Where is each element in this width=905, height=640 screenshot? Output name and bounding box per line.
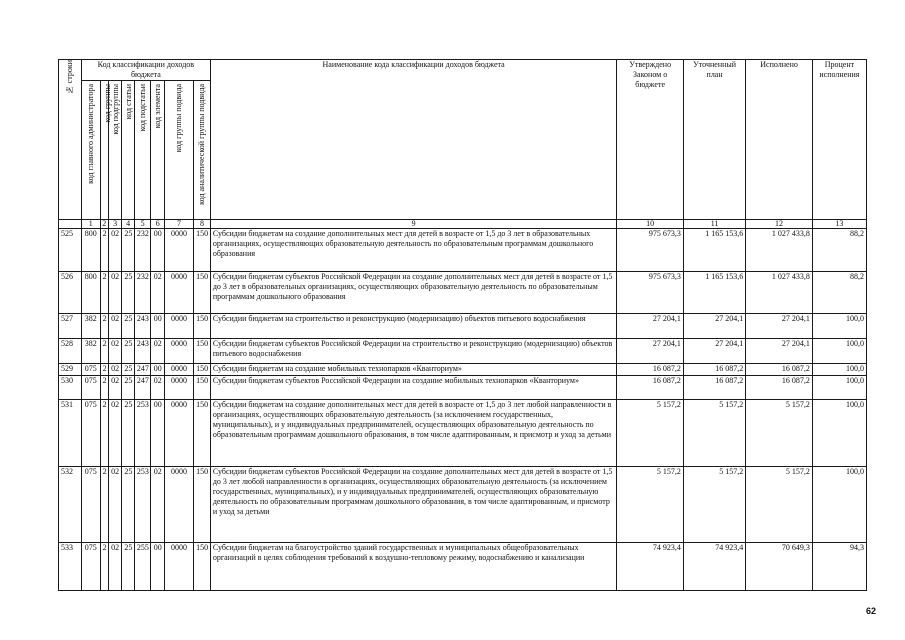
- approved-amount-cell: 16 087,2: [617, 376, 684, 400]
- revenue-name-cell: Субсидии бюджетам субъектов Российской Федерации на создание мобильных технопарков «Кванториум»: [210, 376, 617, 400]
- percent-cell: 88,2: [812, 229, 866, 272]
- code-subtype-cell: 0000: [165, 543, 194, 591]
- revenue-name-cell: Субсидии бюджетам на строительство и реконструкцию (модернизацию) объектов питьевого водоснабжения: [210, 314, 617, 339]
- code-group-cell: 2: [100, 272, 108, 314]
- code-subarticle-cell: 232: [134, 272, 151, 314]
- refined-header: Уточненный план: [683, 60, 745, 220]
- refined-amount-cell: 1 165 153,6: [683, 272, 745, 314]
- code-admin-cell: 382: [81, 339, 100, 364]
- code-element-cell: 00: [151, 229, 165, 272]
- revenue-name-cell: Субсидии бюджетам на создание дополнительных мест для детей в возрасте от 1,5 до 3 лет любой направленности в организациях, осуществляющих образовательную деятельность (за исключением государственных, муниципальных), и у индивидуальных предпринимателей, осуществляющих образовательную деятельность по образовательным программам дошкольного образования, в том числе адаптированным, и присмотр и уход за детьми: [210, 400, 617, 467]
- code-analytic-cell: 150: [194, 229, 211, 272]
- row-number-cell: 529: [59, 364, 82, 376]
- revenue-name-cell: Субсидии бюджетам субъектов Российской Федерации на создание дополнительных мест для детей в возрасте от 1,5 до 3 лет любой направленности в организациях, осуществляющих образовательную деятельность (за исключением государственных, муниципальных), и у индивидуальных предпринимателей, осуществляющих образовательную деятельность по образовательным программам дошкольного образования, в том числе адаптированным, и присмотр и уход за детьми: [210, 467, 617, 543]
- column-number: 7: [165, 220, 194, 229]
- percent-header: Процент исполнения: [812, 60, 866, 220]
- code-article-cell: 25: [122, 543, 134, 591]
- code-subarticle-cell: 255: [134, 543, 151, 591]
- executed-amount-cell: 27 204,1: [746, 339, 813, 364]
- code-analytic-cell: 150: [194, 272, 211, 314]
- code-group-header: Код классификации доходов бюджета: [81, 60, 210, 81]
- table-row: [59, 364, 867, 376]
- code-subtype-cell: 0000: [165, 467, 194, 543]
- code-element-cell: 02: [151, 272, 165, 314]
- executed-amount-cell: 27 204,1: [746, 314, 813, 339]
- code-group-col-header: код группы: [100, 81, 108, 220]
- code-subarticle-cell: 243: [134, 339, 151, 364]
- code-analytic-cell: 150: [194, 364, 211, 376]
- row-number-header: [59, 60, 82, 220]
- code-subgroup-cell: 02: [108, 400, 122, 467]
- code-admin-cell: 800: [81, 229, 100, 272]
- table-row: [59, 400, 867, 467]
- code-subgroup-cell: 02: [108, 543, 122, 591]
- code-subarticle-header: код подстатьи: [134, 81, 151, 220]
- code-admin-cell: 075: [81, 543, 100, 591]
- code-subtype-cell: 0000: [165, 272, 194, 314]
- code-subgroup-cell: 02: [108, 376, 122, 400]
- executed-amount-cell: 5 157,2: [746, 467, 813, 543]
- name-header: Наименование кода классификации доходов бюджета: [210, 60, 617, 220]
- row-number-cell: 526: [59, 272, 82, 314]
- column-number: 1: [81, 220, 100, 229]
- code-group-cell: 2: [100, 376, 108, 400]
- code-admin-cell: 075: [81, 400, 100, 467]
- row-number-header-label: № строки: [64, 60, 74, 95]
- code-subarticle-cell: 232: [134, 229, 151, 272]
- executed-header: Исполнено: [746, 60, 813, 220]
- row-number-cell: 527: [59, 314, 82, 339]
- column-numbers-row: [59, 220, 867, 229]
- table-row: [59, 314, 867, 339]
- row-number-cell: 530: [59, 376, 82, 400]
- code-subgroup-cell: 02: [108, 339, 122, 364]
- code-admin-cell: 075: [81, 467, 100, 543]
- percent-cell: 100,0: [812, 376, 866, 400]
- column-number: 2: [100, 220, 108, 229]
- approved-amount-cell: 5 157,2: [617, 467, 684, 543]
- row-number-cell: 533: [59, 543, 82, 591]
- refined-amount-cell: 27 204,1: [683, 314, 745, 339]
- code-analytic-header: код аналитической группы подвида: [194, 81, 211, 220]
- code-article-cell: 25: [122, 272, 134, 314]
- column-number: 6: [151, 220, 165, 229]
- code-subarticle-cell: 253: [134, 400, 151, 467]
- executed-amount-cell: 16 087,2: [746, 376, 813, 400]
- code-subarticle-cell: 253: [134, 467, 151, 543]
- code-analytic-cell: 150: [194, 400, 211, 467]
- table-row: [59, 229, 867, 272]
- code-subgroup-cell: 02: [108, 272, 122, 314]
- code-element-header: код элемента: [151, 81, 165, 220]
- revenue-name-cell: Субсидии бюджетам на благоустройство зданий государственных и муниципальных общеобразовательных организаций в целях соблюдения требований к воздушно-тепловому режиму, водоснабжению и канализации: [210, 543, 617, 591]
- code-analytic-cell: 150: [194, 467, 211, 543]
- code-element-cell: 02: [151, 339, 165, 364]
- code-group-cell: 2: [100, 400, 108, 467]
- row-number-cell: 528: [59, 339, 82, 364]
- code-subarticle-cell: 247: [134, 364, 151, 376]
- code-group-cell: 2: [100, 364, 108, 376]
- page-number: 62: [866, 606, 877, 616]
- percent-cell: 100,0: [812, 314, 866, 339]
- refined-amount-cell: 74 923,4: [683, 543, 745, 591]
- executed-amount-cell: 70 649,3: [746, 543, 813, 591]
- code-element-cell: 00: [151, 364, 165, 376]
- code-element-cell: 00: [151, 543, 165, 591]
- column-number: 8: [194, 220, 211, 229]
- code-subarticle-cell: 243: [134, 314, 151, 339]
- percent-cell: 94,3: [812, 543, 866, 591]
- revenue-name-cell: Субсидии бюджетам субъектов Российской Федерации на создание дополнительных мест для детей в возрасте от 1,5 до 3 лет в образовательных организациях, осуществляющих образовательную деятельность по образовательным программам дошкольного образования: [210, 272, 617, 314]
- column-number: 13: [812, 220, 866, 229]
- code-admin-cell: 075: [81, 364, 100, 376]
- code-subtype-cell: 0000: [165, 339, 194, 364]
- code-analytic-cell: 150: [194, 543, 211, 591]
- row-number-cell: 531: [59, 400, 82, 467]
- column-number: 9: [210, 220, 617, 229]
- approved-amount-cell: 16 087,2: [617, 364, 684, 376]
- table-body: [59, 229, 867, 591]
- code-subtype-header: код группы подвида: [165, 81, 194, 220]
- code-group-cell: 2: [100, 339, 108, 364]
- code-article-cell: 25: [122, 467, 134, 543]
- code-subtype-cell: 0000: [165, 376, 194, 400]
- code-analytic-cell: 150: [194, 314, 211, 339]
- executed-amount-cell: 16 087,2: [746, 364, 813, 376]
- code-subgroup-cell: 02: [108, 229, 122, 272]
- approved-amount-cell: 74 923,4: [617, 543, 684, 591]
- percent-cell: 100,0: [812, 400, 866, 467]
- code-subtype-cell: 0000: [165, 314, 194, 339]
- code-subgroup-cell: 02: [108, 467, 122, 543]
- code-subarticle-cell: 247: [134, 376, 151, 400]
- code-subgroup-cell: 02: [108, 364, 122, 376]
- code-article-header: код статьи: [122, 81, 134, 220]
- code-admin-cell: 382: [81, 314, 100, 339]
- row-number-cell: 525: [59, 229, 82, 272]
- code-article-cell: 25: [122, 400, 134, 467]
- budget-revenue-table: [58, 59, 867, 591]
- code-group-cell: 2: [100, 467, 108, 543]
- code-analytic-cell: 150: [194, 376, 211, 400]
- table-row: [59, 339, 867, 364]
- refined-amount-cell: 5 157,2: [683, 467, 745, 543]
- table-row: [59, 376, 867, 400]
- code-article-cell: 25: [122, 376, 134, 400]
- code-article-cell: 25: [122, 229, 134, 272]
- revenue-name-cell: Субсидии бюджетам на создание мобильных технопарков «Кванториум»: [210, 364, 617, 376]
- executed-amount-cell: 1 027 433,8: [746, 229, 813, 272]
- percent-cell: 88,2: [812, 272, 866, 314]
- approved-amount-cell: 27 204,1: [617, 339, 684, 364]
- code-subgroup-header: код подгруппы: [108, 81, 122, 220]
- approved-header: Утверждено Законом о бюджете: [617, 60, 684, 220]
- approved-amount-cell: 27 204,1: [617, 314, 684, 339]
- code-subtype-cell: 0000: [165, 364, 194, 376]
- code-admin-cell: 075: [81, 376, 100, 400]
- refined-amount-cell: 1 165 153,6: [683, 229, 745, 272]
- code-admin-cell: 800: [81, 272, 100, 314]
- code-analytic-cell: 150: [194, 339, 211, 364]
- code-element-cell: 02: [151, 376, 165, 400]
- executed-amount-cell: 5 157,2: [746, 400, 813, 467]
- refined-amount-cell: 27 204,1: [683, 339, 745, 364]
- approved-amount-cell: 975 673,3: [617, 229, 684, 272]
- revenue-name-cell: Субсидии бюджетам на создание дополнительных мест для детей в возрасте от 1,5 до 3 лет в образовательных организациях, осуществляющих образовательную деятельность по образовательным программам дошкольного образования: [210, 229, 617, 272]
- code-group-cell: 2: [100, 314, 108, 339]
- code-subtype-cell: 0000: [165, 400, 194, 467]
- code-element-cell: 00: [151, 314, 165, 339]
- code-subtype-cell: 0000: [165, 229, 194, 272]
- refined-amount-cell: 16 087,2: [683, 364, 745, 376]
- column-number: 3: [108, 220, 122, 229]
- table-row: [59, 543, 867, 591]
- column-number: 5: [134, 220, 151, 229]
- code-group-cell: 2: [100, 229, 108, 272]
- table-row: [59, 467, 867, 543]
- executed-amount-cell: 1 027 433,8: [746, 272, 813, 314]
- refined-amount-cell: 16 087,2: [683, 376, 745, 400]
- code-admin-header: код главного администратора: [81, 81, 100, 220]
- code-article-cell: 25: [122, 364, 134, 376]
- column-number: 11: [683, 220, 745, 229]
- column-number: 12: [746, 220, 813, 229]
- table-row: [59, 272, 867, 314]
- column-number: 10: [617, 220, 684, 229]
- budget-table-sheet: [58, 59, 867, 591]
- percent-cell: 100,0: [812, 364, 866, 376]
- percent-cell: 100,0: [812, 467, 866, 543]
- percent-cell: 100,0: [812, 339, 866, 364]
- code-subgroup-cell: 02: [108, 314, 122, 339]
- refined-amount-cell: 5 157,2: [683, 400, 745, 467]
- code-article-cell: 25: [122, 314, 134, 339]
- code-article-cell: 25: [122, 339, 134, 364]
- revenue-name-cell: Субсидии бюджетам субъектов Российской Федерации на строительство и реконструкцию (модернизацию) объектов питьевого водоснабжения: [210, 339, 617, 364]
- column-number: 4: [122, 220, 134, 229]
- code-group-cell: 2: [100, 543, 108, 591]
- code-element-cell: 02: [151, 467, 165, 543]
- row-number-cell: 532: [59, 467, 82, 543]
- header-row-top: [59, 60, 867, 81]
- approved-amount-cell: 5 157,2: [617, 400, 684, 467]
- approved-amount-cell: 975 673,3: [617, 272, 684, 314]
- code-element-cell: 00: [151, 400, 165, 467]
